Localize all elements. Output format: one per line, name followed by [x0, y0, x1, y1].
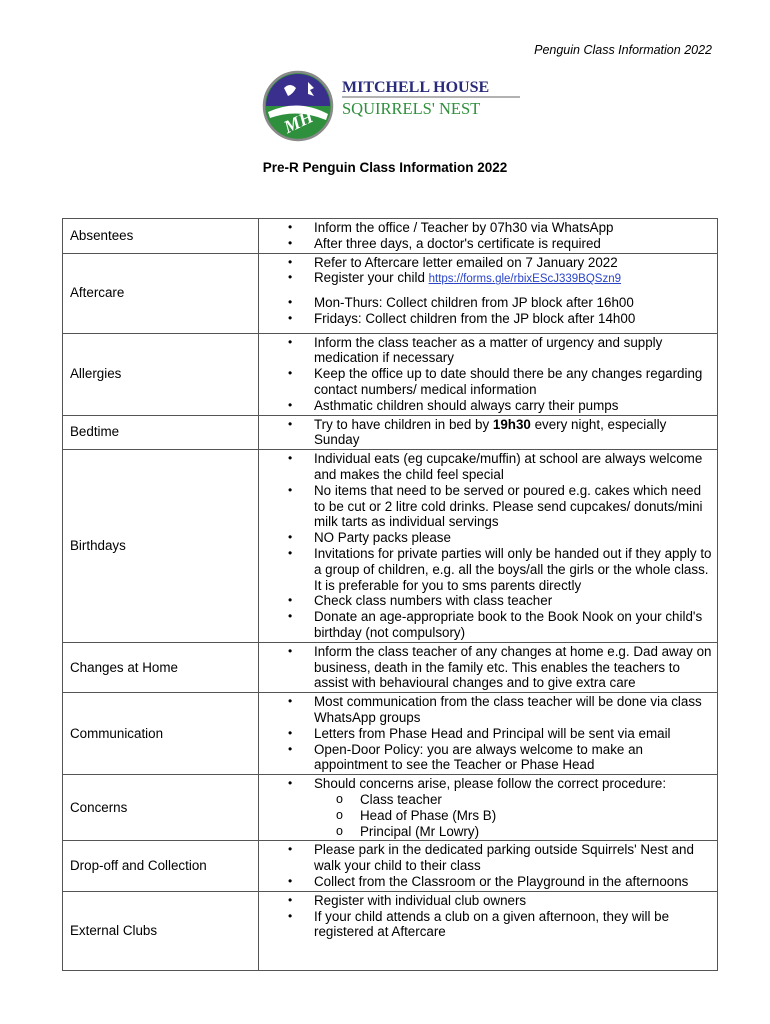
logo-monogram: MH [280, 106, 317, 138]
list-item: • Mon-Thurs: Collect children from JP block after 16h00 [259, 295, 713, 311]
list-item [259, 417, 713, 449]
row-content [259, 642, 718, 692]
list-item: • No items that need to be served or poured e.g. cakes which need to be cut or 2 litre cold drinks. Please send cupcakes/ donuts/mini milk tarts as individual servings [259, 483, 713, 530]
table-row [63, 841, 718, 891]
row-label: Birthdays [63, 450, 259, 643]
row-content [259, 415, 718, 450]
row-label: Communication [63, 693, 259, 775]
row-content [259, 333, 718, 415]
table-row [63, 775, 718, 841]
table-row [63, 642, 718, 692]
list-item: • Collect from the Classroom or the Playground in the afternoons [259, 874, 713, 890]
row-label: Aftercare [63, 253, 259, 333]
list-item: • Check class numbers with class teacher [259, 593, 713, 609]
logo-line2: SQUIRRELS' NEST [342, 99, 481, 118]
bedtime-text: Try to have children in bed by [314, 416, 493, 432]
list-item: • Inform the class teacher of any changes at home e.g. Dad away on business, death in the family etc. This enables the teachers to assist with behavioural changes and to give extra care [259, 644, 713, 691]
page-header: Penguin Class Information 2022 [534, 43, 712, 57]
bedtime-time: 19h30 [492, 416, 531, 432]
row-label: External Clubs [63, 891, 259, 970]
register-text: Register your child [314, 270, 429, 286]
row-label: Drop-off and Collection [63, 841, 259, 891]
list-item: • Letters from Phase Head and Principal will be sent via email [259, 726, 713, 742]
document-title: Pre-R Penguin Class Information 2022 [262, 160, 508, 175]
row-content [259, 253, 718, 333]
list-item: • Open-Door Policy: you are always welcome to make an appointment to see the Teacher or Phase Head [259, 742, 713, 774]
table-row [63, 219, 718, 254]
list-item: • NO Party packs please [259, 530, 713, 546]
row-content [259, 450, 718, 643]
list-item: • Individual eats (eg cupcake/muffin) at school are always welcome and makes the child feel special [259, 451, 713, 483]
school-logo [258, 68, 523, 148]
table-row [63, 450, 718, 643]
list-item: • Please park in the dedicated parking outside Squirrels' Nest and walk your child to their class [259, 842, 713, 874]
table-row [63, 253, 718, 333]
logo-line1: MITCHELL HOUSE [342, 79, 490, 96]
sub-list-item: o Principal (Mr Lowry) [314, 824, 713, 840]
row-label: Allergies [63, 333, 259, 415]
list-item: • Donate an age-appropriate book to the Book Nook on your child's birthday (not compulsory) [259, 609, 713, 641]
bedtime-text-end: every night, especially Sunday [314, 416, 667, 448]
row-content [259, 891, 718, 970]
aftercare-register-link[interactable]: https://forms.gle/rbixEScJ339BQSzn9 [428, 273, 622, 286]
row-label: Bedtime [63, 415, 259, 450]
list-item: • If your child attends a club on a given afternoon, they will be registered at Aftercare [259, 909, 713, 941]
list-item: • Fridays: Collect children from the JP block after 14h00 [259, 311, 713, 327]
row-content [259, 841, 718, 891]
row-content [259, 693, 718, 775]
list-item: • Asthmatic children should always carry their pumps [259, 398, 713, 414]
list-item: • Inform the office / Teacher by 07h30 via WhatsApp [259, 220, 713, 236]
list-item: • Refer to Aftercare letter emailed on 7 January 2022 [259, 255, 713, 271]
sub-list-item: o Head of Phase (Mrs B) [314, 808, 713, 824]
row-label: Absentees [63, 219, 259, 254]
row-content [259, 219, 718, 254]
table-row [63, 693, 718, 775]
list-item: • After three days, a doctor's certificate is required [259, 236, 713, 252]
sub-list-item: o Class teacher [314, 792, 713, 808]
info-table [62, 218, 718, 971]
row-label: Changes at Home [63, 642, 259, 692]
list-item: • Register with individual club owners [259, 893, 713, 909]
list-item: • Should concerns arise, please follow the correct procedure: [259, 776, 713, 792]
row-content [259, 775, 718, 841]
list-item: • Most communication from the class teacher will be done via class WhatsApp groups [259, 694, 713, 726]
table-row [63, 891, 718, 970]
list-item: • Inform the class teacher as a matter of urgency and supply medication if necessary [259, 335, 713, 367]
table-row [63, 415, 718, 450]
table-row [63, 333, 718, 415]
list-item: • Keep the office up to date should there be any changes regarding contact numbers/ medical information [259, 366, 713, 398]
row-label: Concerns [63, 775, 259, 841]
list-item [259, 270, 713, 288]
list-item: • Invitations for private parties will only be handed out if they apply to a group of children, e.g. all the boys/all the girls or the whole class. It is preferable for you to sms parents directly [259, 546, 713, 593]
